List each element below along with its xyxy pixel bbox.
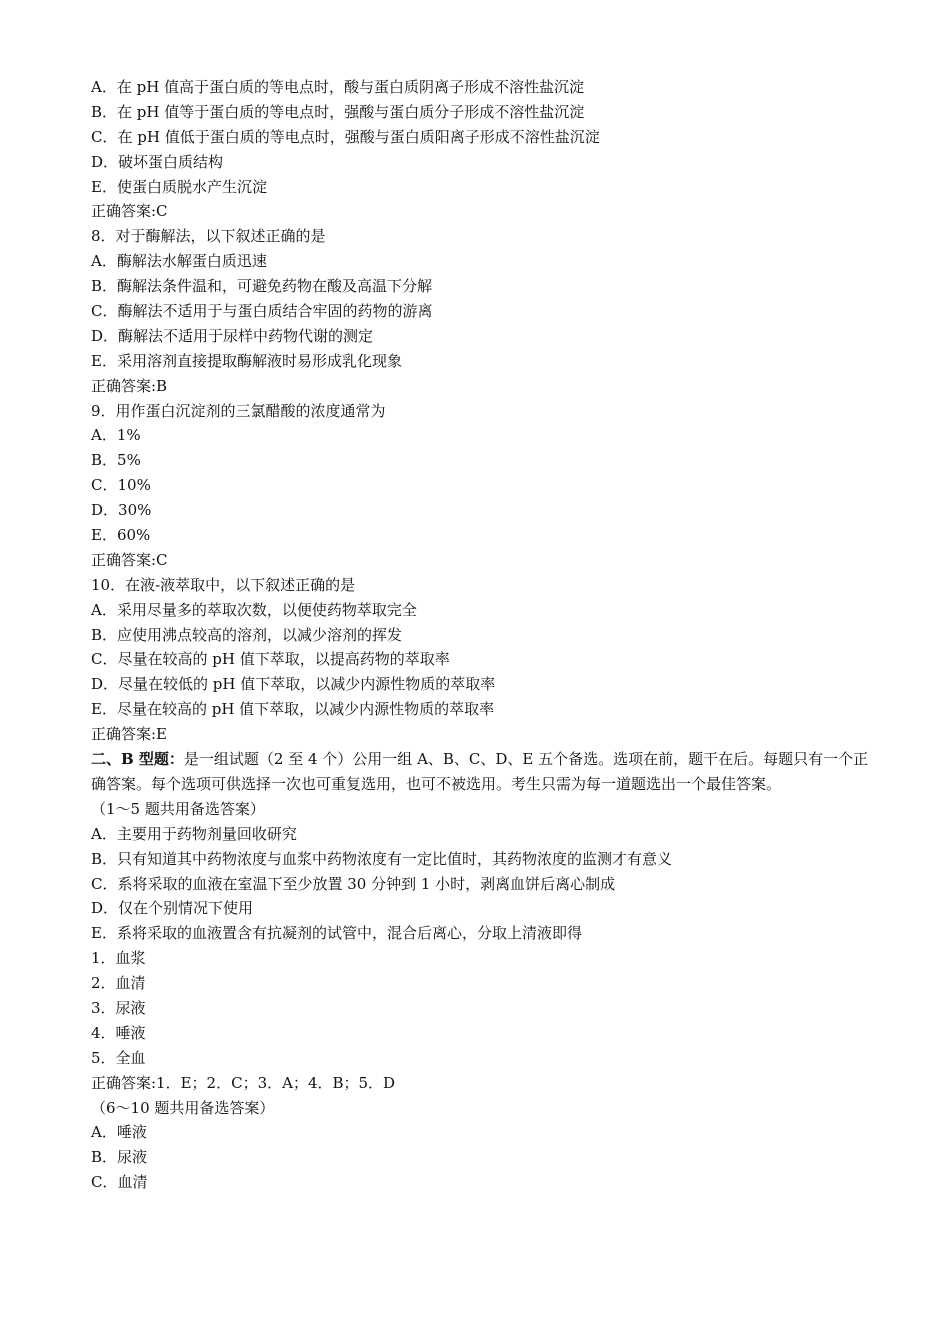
text-line: A．在 pH 值高于蛋白质的等电点时，酸与蛋白质阴离子形成不溶性盐沉淀 — [91, 78, 585, 96]
text-line: E．系将采取的血液置含有抗凝剂的试管中，混合后离心，分取上清液即得 — [91, 924, 582, 943]
text-line: A．1% — [91, 426, 141, 445]
text-line: B．5% — [91, 451, 141, 470]
text-line: E．尽量在较高的 pH 值下萃取，以减少内源性物质的萃取率 — [91, 700, 495, 719]
text-line: A．主要用于药物剂量回收研究 — [91, 824, 297, 843]
text-line: B．应使用沸点较高的溶剂，以减少溶剂的挥发 — [91, 625, 403, 644]
question-block-top — [91, 75, 871, 747]
text-line: 正确答案:B — [91, 376, 168, 395]
text-line: C．系将采取的血液在室温下至少放置 30 分钟到 1 小时，剥离血饼后离心制成 — [91, 874, 616, 893]
text-line: （1～5 题共用备选答案） — [91, 799, 265, 818]
text-line: B．在 pH 值等于蛋白质的等电点时，强酸与蛋白质分子形成不溶性盐沉淀 — [91, 102, 585, 121]
text-line: 1．血浆 — [91, 949, 146, 968]
section-b-text: 是一组试题（2 至 4 个）公用一组 A、B、C、D、E 五个备选。选项在前，题干在后。每题只有一个正确答案。每个选项可供选择一次也可重复选用，也可不被选用。考生只需为每一道题选出一个最佳答案。 — [91, 750, 869, 793]
text-line: 9．用作蛋白沉淀剂的三氯醋酸的浓度通常为 — [91, 401, 386, 420]
text-line: B．尿液 — [91, 1148, 148, 1167]
text-line: 5．全血 — [91, 1048, 146, 1067]
text-line: 正确答案:1．E；2．C；3．A；4．B；5．D — [91, 1073, 396, 1092]
text-line: B．酶解法条件温和，可避免药物在酸及高温下分解 — [91, 277, 433, 296]
text-line: C．血清 — [91, 1173, 148, 1192]
text-line: D．破坏蛋白质结构 — [91, 152, 224, 171]
text-line: E．60% — [91, 526, 151, 545]
text-line: C．尽量在较高的 pH 值下萃取，以提高药物的萃取率 — [91, 650, 450, 669]
document-page — [91, 75, 871, 1195]
text-line: A．酶解法水解蛋白质迅速 — [91, 252, 267, 271]
text-line: 正确答案:C — [91, 550, 168, 569]
text-line: A．唾液 — [91, 1123, 147, 1142]
text-line: 正确答案:E — [91, 725, 168, 744]
text-line: B．只有知道其中药物浓度与血浆中药物浓度有一定比值时，其药物浓度的监测才有意义 — [91, 849, 673, 868]
section-b-heading: 二、B 型题： — [91, 750, 184, 769]
text-line: A．采用尽量多的萃取次数，以便使药物萃取完全 — [91, 600, 417, 619]
text-line: D．酶解法不适用于尿样中药物代谢的测定 — [91, 326, 374, 345]
question-block-bottom — [91, 797, 871, 1195]
text-line: E．采用溶剂直接提取酶解液时易形成乳化现象 — [91, 351, 402, 370]
text-line: C．酶解法不适用于与蛋白质结合牢固的药物的游离 — [91, 302, 433, 321]
text-line: E．使蛋白质脱水产生沉淀 — [91, 177, 267, 196]
text-line: （6～10 题共用备选答案） — [91, 1098, 275, 1117]
text-line: 2．血清 — [91, 974, 146, 993]
text-line: 10．在液-液萃取中，以下叙述正确的是 — [91, 575, 356, 594]
text-line: 正确答案:C — [91, 202, 168, 221]
text-line: D．尽量在较低的 pH 值下萃取，以减少内源性物质的萃取率 — [91, 675, 496, 694]
text-line: D．30% — [91, 501, 152, 520]
text-line: 8．对于酶解法，以下叙述正确的是 — [91, 227, 326, 246]
text-line: C．10% — [91, 476, 151, 495]
text-line: 3．尿液 — [91, 998, 146, 1017]
section-b-intro — [91, 747, 871, 797]
text-line: D．仅在个别情况下使用 — [91, 899, 254, 918]
text-line: 4．唾液 — [91, 1023, 146, 1042]
text-line: C．在 pH 值低于蛋白质的等电点时，强酸与蛋白质阳离子形成不溶性盐沉淀 — [91, 127, 600, 146]
